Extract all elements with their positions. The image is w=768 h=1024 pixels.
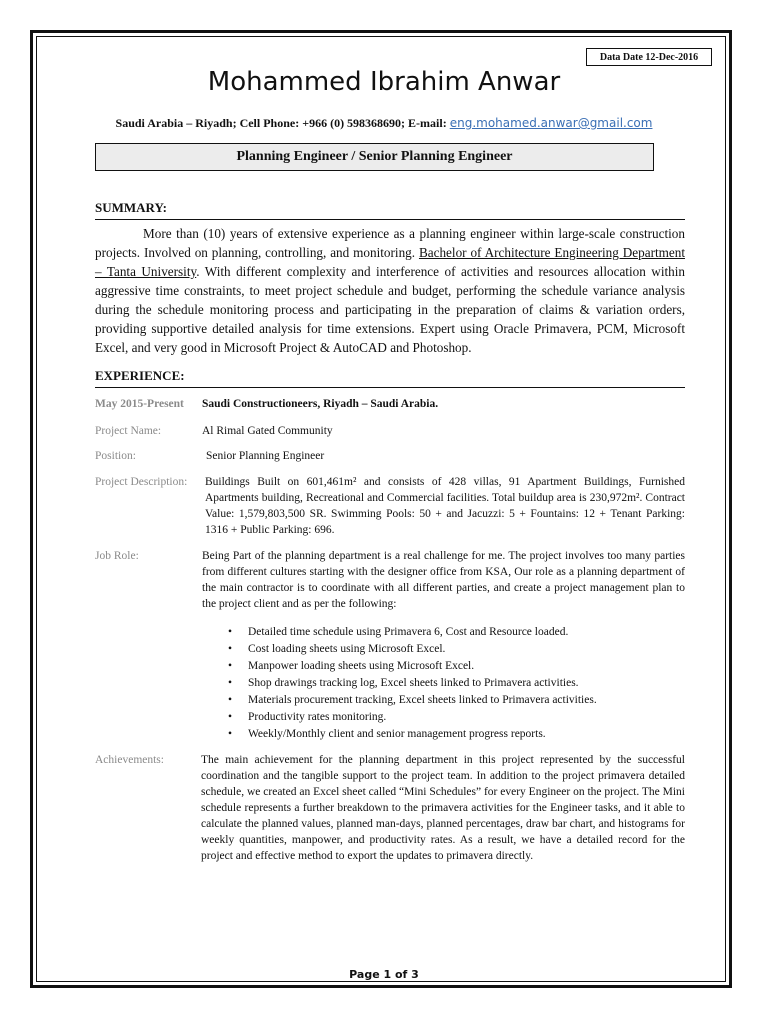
list-item: • Productivity rates monitoring. (228, 709, 688, 726)
list-item: • Weekly/Monthly client and senior management progress reports. (228, 726, 688, 743)
job-role-value: Being Part of the planning department is a real challenge for me. The project involves too many parties from different cultures starting with the designer office from KSA, Our role as a planning department of the main contractor is to coordinate with all different parties, and create a project management plan to the project client and as per the following: (202, 550, 685, 610)
email-link[interactable]: eng.mohamed.anwar@gmail.com (449, 116, 653, 130)
contact-details: Saudi Arabia – Riyadh; Cell Phone: +966 (0) 598368690; E-mail: (115, 116, 447, 130)
project-description-value: Buildings Built on 601,461m² and consists of 428 villas, 91 Apartment Buildings, Furnished Apartments building, Recreational and Commercial facilities. Total buildup area is 230,972m². Contract Value: 1,579,803,500 SR. Swimming Pools: 50 + and Jacuzzi: 5 + Fountains: 12 + Tenant Parking: 1316 + Public Parking: 696. (205, 476, 685, 536)
achievements-label: Achievements: (95, 754, 164, 766)
summary-paragraph (95, 224, 685, 357)
summary-degree: Bachelor of Architecture Engineering Department – Tanta University (95, 245, 685, 279)
candidate-name: Mohammed Ibrahim Anwar (207, 67, 561, 97)
position-label: Position: (95, 450, 136, 462)
project-description-label: Project Description: (95, 476, 188, 488)
position-value: Senior Planning Engineer (206, 450, 325, 462)
project-name-label: Project Name: (95, 425, 162, 437)
achievements-value: The main achievement for the planning department in this project represented by the successful coordination and the tangible support to the project team. In addition to the project primavera detailed schedule, we created an Excel sheet called “Mini Schedules” for every Engineer on the project. The Mini schedule represents a further breakdown to the primavera activities for the Engineer tasks, and it able to calculate the planned values, planned man-days, planned percentages, draw bar chart, and histograms for weekly quantities, manpower, and productivity rates. As a result, we have a detailed record for the project and effective method to export the updates to primavera directly. (201, 754, 685, 862)
achievements-row (95, 752, 685, 882)
data-date-box: Data Date 12-Dec-2016 (586, 48, 712, 66)
job-title-box: Planning Engineer / Senior Planning Engineer (95, 143, 654, 171)
list-item: • Detailed time schedule using Primavera 6, Cost and Resource loaded. (228, 624, 688, 641)
summary-text-end: . With different complexity and interference of activities and resources allocation within aggressive time constraints, to meet project schedule and budget, performing the schedule variance analysis during the schedule monitoring process and participating in the preparation of claims & variation orders, providing supportive detailed analysis for time extensions. Expert using Oracle Primavera, PCM, Microsoft Excel, and very good in Microsoft Project & AutoCAD and Photoshop. (95, 264, 685, 355)
experience-heading: EXPERIENCE: (95, 368, 685, 388)
list-item: • Cost loading sheets using Microsoft Excel. (228, 641, 688, 658)
list-item: • Materials procurement tracking, Excel sheets linked to Primavera activities. (228, 692, 688, 709)
summary-text-start: More than (10) years of extensive experience as a planning engineer within large-scale construction projects. Involved on planning, controlling, and monitoring. (95, 226, 685, 260)
job-role-row (95, 548, 685, 616)
experience-period: May 2015-Present (95, 398, 184, 410)
job-role-bullet-list (228, 624, 688, 743)
summary-heading: SUMMARY: (95, 200, 685, 220)
project-description-row (95, 474, 685, 542)
experience-company: Saudi Constructioneers, Riyadh – Saudi Arabia. (202, 398, 439, 410)
job-role-label: Job Role: (95, 550, 139, 562)
list-item: • Manpower loading sheets using Microsoft Excel. (228, 658, 688, 675)
contact-line (0, 116, 768, 131)
page-number: Page 1 of 3 (349, 968, 419, 981)
project-name-value: Al Rimal Gated Community (202, 425, 333, 437)
list-item: • Shop drawings tracking log, Excel sheets linked to Primavera activities. (228, 675, 688, 692)
